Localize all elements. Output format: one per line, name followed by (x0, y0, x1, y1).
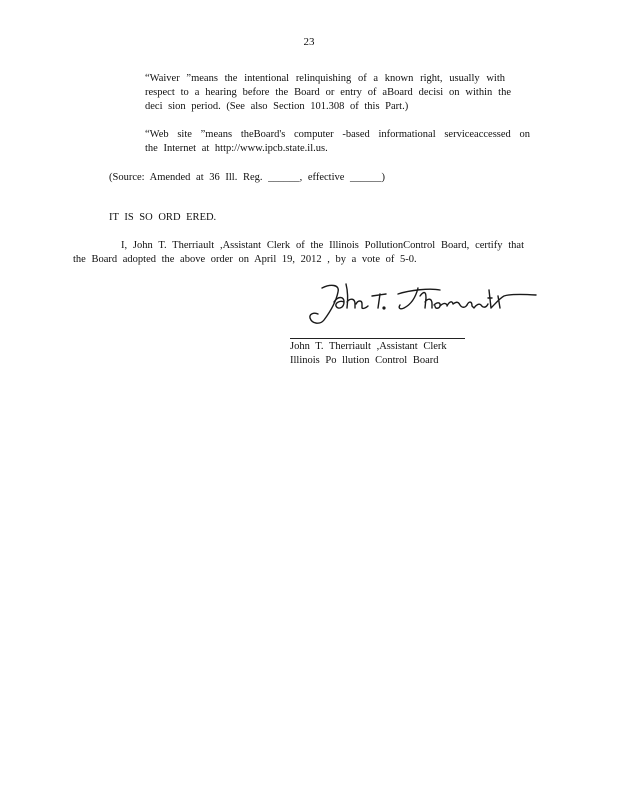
website-definition-line-1: “Web site ”means theBoard's computer -based informational serviceaccessed on (145, 129, 530, 140)
ordered-statement: IT IS SO ORD ERED. (109, 212, 217, 223)
website-definition-line-2: the Internet at http://www.ipcb.state.il.us. (145, 143, 328, 154)
page-number: 23 (303, 36, 315, 48)
handwritten-signature (300, 278, 550, 328)
signer-name-title: John T. Therriault ,Assistant Clerk (290, 341, 447, 352)
certification-line-1: I, John T. Therriault ,Assistant Clerk of the Illinois PollutionControl Board, certify that (121, 240, 524, 251)
waiver-definition-line-2: respect to a hearing before the Board or entry of aBoard decisi on within the (145, 87, 511, 98)
signature-line (290, 338, 465, 339)
signer-organization: Illinois Po llution Control Board (290, 355, 439, 366)
certification-line-2: the Board adopted the above order on April 19, 2012 , by a vote of 5-0. (73, 254, 417, 265)
source-note: (Source: Amended at 36 Ill. Reg. ______, effective ______) (109, 172, 386, 183)
waiver-definition-line-3: deci sion period. (See also Section 101.308 of this Part.) (145, 101, 409, 112)
waiver-definition-line-1: “Waiver ”means the intentional relinquishing of a known right, usually with (145, 73, 505, 84)
